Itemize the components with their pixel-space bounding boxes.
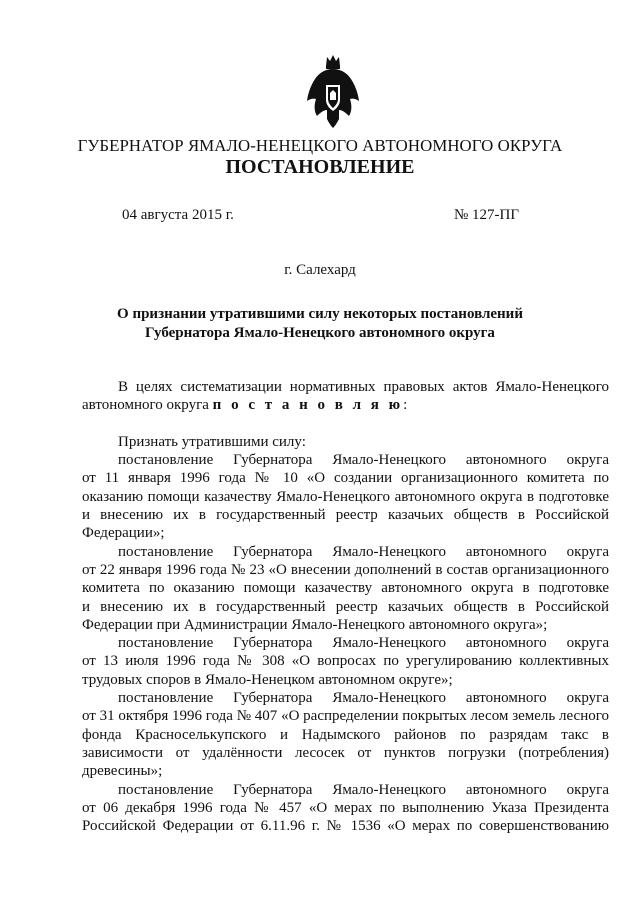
item-line: Российской Федерации от 6.11.96 г. № 1536 «О мерах по совершенствованию: [82, 818, 609, 835]
document-date: 04 августа 2015 г.: [122, 207, 234, 223]
org-title: ГУБЕРНАТОР ЯМАЛО-НЕНЕЦКОГО АВТОНОМНОГО ОКРУГА: [77, 136, 563, 155]
item-line: зависимости от удалённости лесосек от пунктов погрузки (потребления): [82, 744, 609, 761]
item-line: комитета по оказанию помощи казачеству автономного округа в подготовке: [82, 580, 609, 597]
item-line: от 06 декабря 1996 года № 457 «О мерах по выполнению Указа Президента: [82, 799, 609, 816]
item-line: постановление Губернатора Ямало-Ненецкого автономного округа: [118, 635, 609, 652]
preamble-colon: :: [403, 397, 408, 414]
heading-line: Губернатора Ямало-Ненецкого автономного округа: [145, 325, 495, 341]
preamble-text: автономного округа: [82, 397, 213, 414]
list-item: [82, 451, 609, 542]
item-line: постановление Губернатора Ямало-Ненецкого автономного округа: [118, 452, 609, 469]
item-line: постановление Губернатора Ямало-Ненецкого автономного округа: [118, 781, 609, 798]
item-line: трудовых споров в Ямало-Ненецком автономном округе»;: [82, 671, 453, 688]
preamble-line: [82, 396, 609, 414]
item-line: постановление Губернатора Ямало-Ненецкого автономного округа: [118, 690, 609, 707]
item-line: оказанию помощи казачеству Ямало-Ненецкого автономного округа в подготовке: [82, 488, 609, 505]
document-body: [82, 378, 609, 835]
item-line: фонда Красноселькупского и Надымского районов по разрядам такс в: [82, 726, 609, 743]
item-line: от 22 января 1996 года № 23 «О внесении дополнений в состав организационного: [82, 561, 609, 578]
item-line: и внесению их в государственный реестр казачьих обществ в Российской: [82, 598, 609, 615]
item-line: и внесению их в государственный реестр казачьих обществ в Российской: [82, 507, 609, 524]
document-city: г. Салехард: [284, 262, 356, 278]
doc-type-title: ПОСТАНОВЛЕНИЕ: [225, 156, 415, 178]
heading-line: О признании утратившими силу некоторых постановлений: [117, 306, 523, 322]
item-line: древесины»;: [82, 763, 163, 780]
list-item: [82, 781, 609, 836]
item-line: от 13 июля 1996 года № 308 «О вопросах по урегулированию коллективных: [82, 653, 609, 670]
item-line: постановление Губернатора Ямало-Ненецкого автономного округа: [118, 543, 609, 560]
item-line: от 11 января 1996 года № 10 «О создании организационного комитета по: [82, 470, 609, 487]
list-item: [82, 634, 609, 689]
preamble-line: В целях систематизации нормативных правовых актов Ямало-Ненецкого: [118, 379, 609, 395]
item-line: от 31 октября 1996 года № 407 «О распределении покрытых лесом земель лесного: [82, 708, 609, 725]
list-item: [82, 689, 609, 780]
preamble-decree-word: п о с т а н о в л я ю: [212, 397, 404, 414]
document-number: № 127-ПГ: [454, 207, 520, 223]
document-heading: [0, 305, 640, 343]
item-line: Федерации»;: [82, 525, 165, 542]
coat-of-arms-icon: [305, 55, 361, 129]
item-line: Федерации при Администрации Ямало-Ненецкого автономного округа»;: [82, 616, 548, 633]
intro-line: Признать утратившими силу:: [118, 433, 306, 450]
list-item: [82, 543, 609, 634]
